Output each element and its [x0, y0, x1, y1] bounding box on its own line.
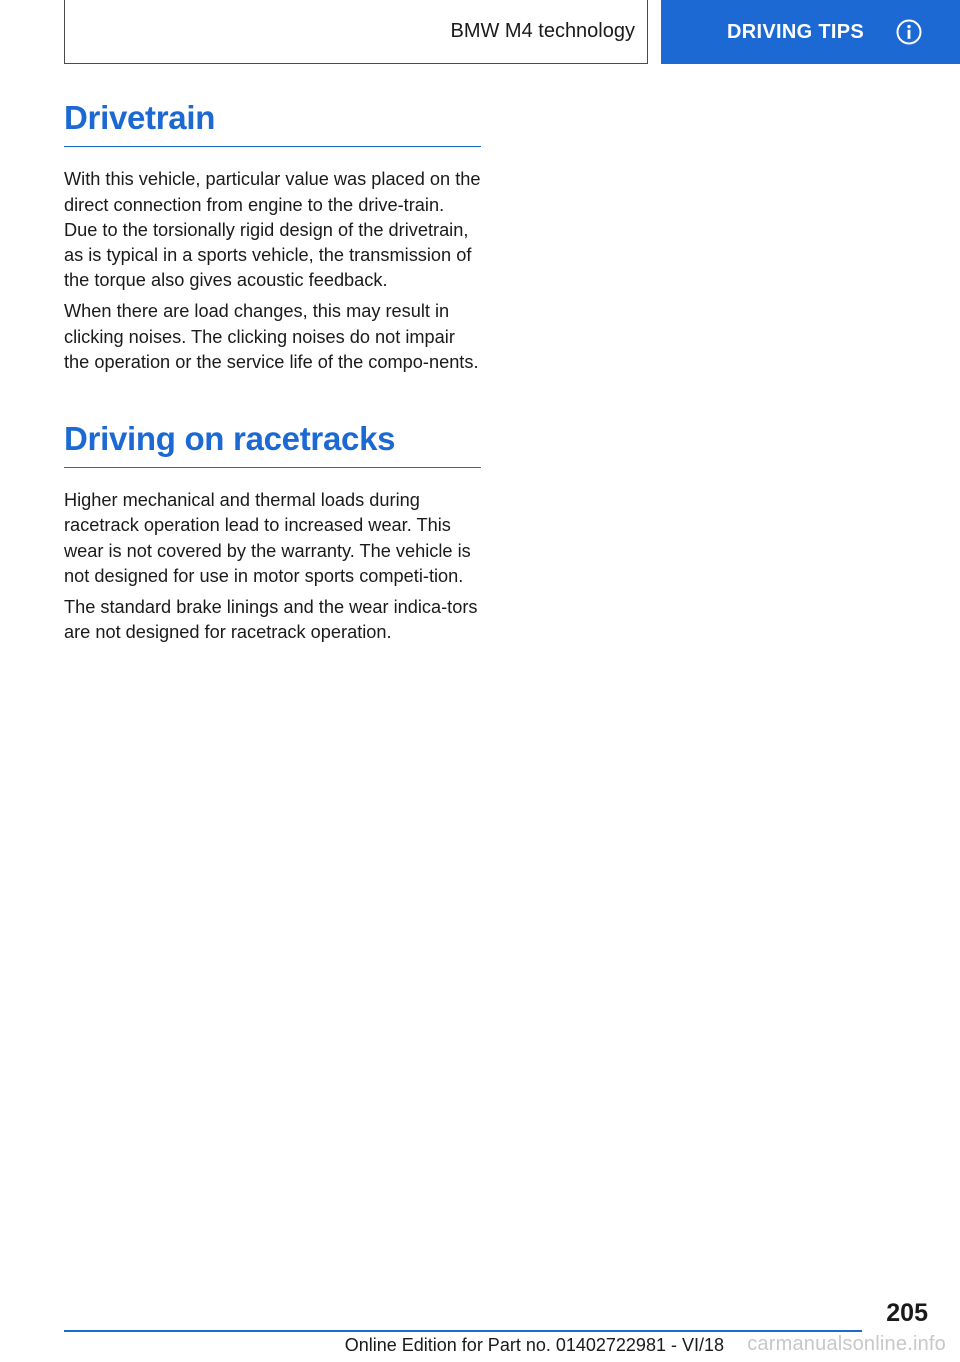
page-content [64, 100, 481, 645]
section-driving-on-racetracks [64, 421, 481, 646]
section-title: DRIVING TIPS [727, 20, 864, 43]
section-drivetrain [64, 100, 481, 375]
paragraph: With this vehicle, particular value was placed on the direct connection from engine to the drive-train. Due to the torsionally rigid design of the drivetrain, as is typical in a sports vehicle, the transmission of the torque also gives acoustic feedback. [64, 169, 481, 291]
paragraph: When there are load changes, this may result in clicking noises. The clicking noises do not impair the operation or the service life of the compo-nents. [64, 301, 479, 372]
watermark: carmanualsonline.info [747, 1333, 946, 1355]
section-heading: Drivetrain [64, 100, 481, 147]
footer-divider [64, 1330, 862, 1332]
section-heading: Driving on racetracks [64, 421, 481, 468]
header-document-title-box [64, 0, 648, 64]
paragraph: Higher mechanical and thermal loads during racetrack operation lead to increased wear. This wear is not covered by the warranty. The vehicle is not designed for use in motor sports competi-tion. [64, 490, 471, 586]
paragraph: The standard brake linings and the wear indica-tors are not designed for racetrack operation. [64, 597, 478, 643]
document-title: BMW M4 technology [450, 20, 635, 42]
page-number: 205 [886, 1299, 928, 1327]
footer-edition: Online Edition for Part no. 01402722981 - VI/18 [344, 1335, 724, 1355]
info-icon[interactable] [896, 19, 922, 45]
header-section-tab[interactable] [661, 0, 960, 64]
